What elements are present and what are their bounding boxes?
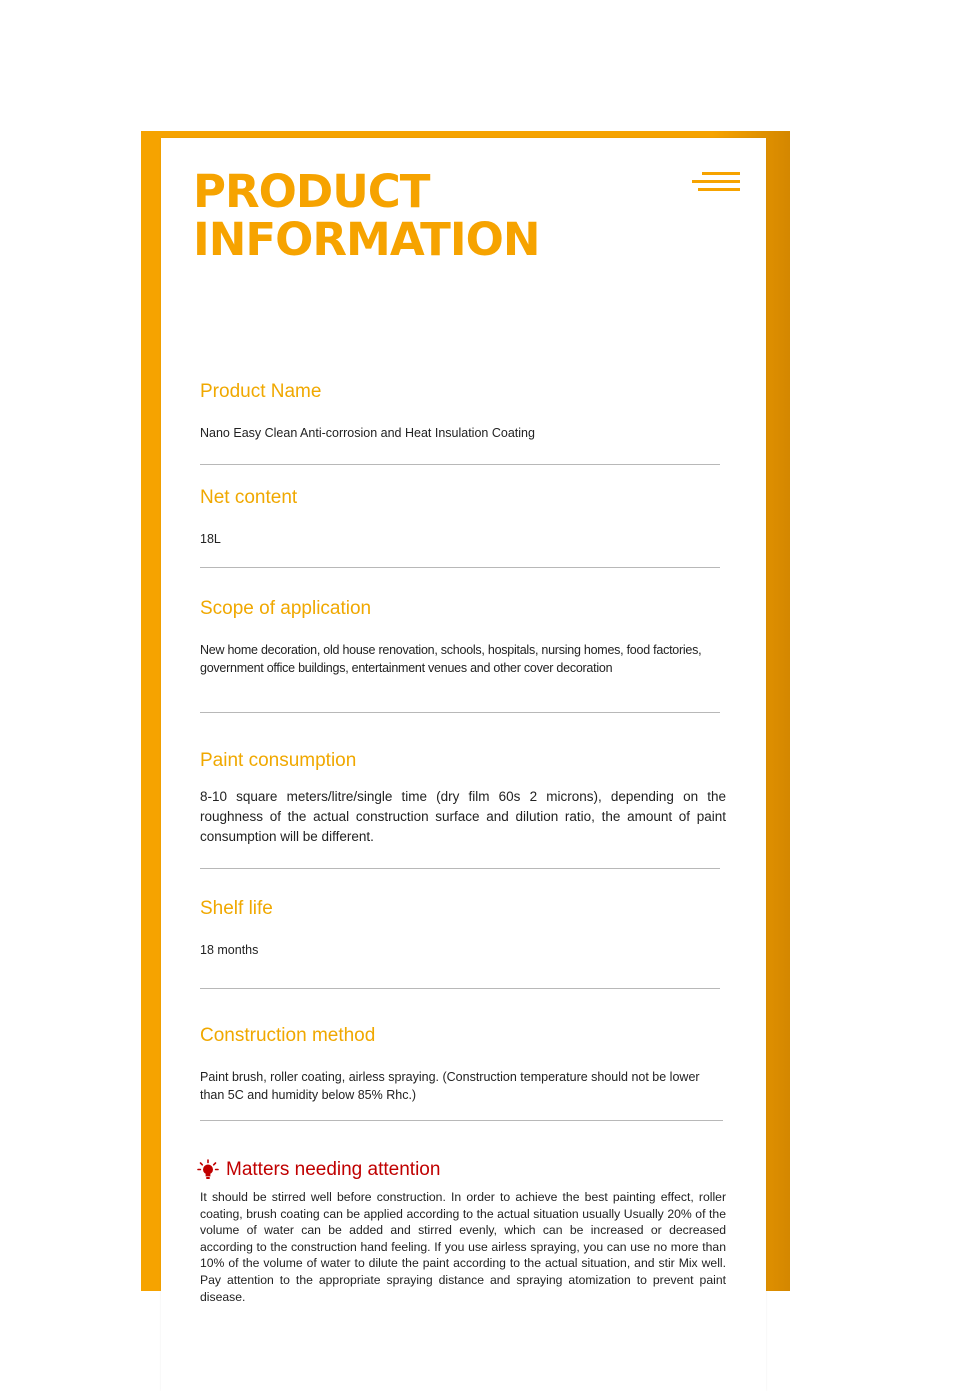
product-name-value: Nano Easy Clean Anti-corrosion and Heat Insulation Coating xyxy=(200,426,535,440)
divider xyxy=(200,464,720,465)
divider xyxy=(200,567,720,568)
lightbulb-icon xyxy=(197,1159,219,1181)
divider xyxy=(200,712,720,713)
attention-heading: Matters needing attention xyxy=(226,1159,441,1180)
attention-text: It should be stirred well before construction. In order to achieve the best painting effect, roller coating, brush coating can be applied according to the actual situation usually Usually 20% of the volume of water can be added and stirred evenly, which can be increased or decreased according to the construction hand feeling. If you use airless spraying, you can use no more than 10% of the volume of water to dilute the paint according to the actual situation, and stir Mix well. Pay attention to the appropriate spraying distance and spraying atomization to prevent paint disease. xyxy=(200,1190,726,1304)
menu-lines-icon[interactable] xyxy=(688,172,740,194)
divider xyxy=(200,868,720,869)
net-content-heading: Net content xyxy=(200,487,298,508)
divider xyxy=(200,988,720,989)
product-name-heading: Product Name xyxy=(200,381,322,402)
scope-heading: Scope of application xyxy=(200,598,372,619)
title-line-1: PRODUCT xyxy=(193,165,430,218)
page-title xyxy=(193,165,613,266)
net-content-value: 18L xyxy=(200,532,221,546)
divider xyxy=(200,1120,723,1121)
construction-method-heading: Construction method xyxy=(200,1025,376,1046)
construction-method-value: Paint brush, roller coating, airless spraying. (Construction temperature should not be lower than 5C and humidity below 85% Rhc.) xyxy=(200,1070,700,1102)
scope-value: New home decoration, old house renovation, schools, hospitals, nursing homes, food factories, government office buildings, entertainment venues and other cover decoration xyxy=(200,643,702,675)
title-line-2: INFORMATION xyxy=(193,213,540,266)
paint-consumption-value: 8-10 square meters/litre/single time (dry film 60s 2 microns), depending on the roughness of the actual construction surface and dilution ratio, the amount of paint consumption will be different. xyxy=(200,789,726,844)
shelf-life-value: 18 months xyxy=(200,943,259,957)
paint-consumption-heading: Paint consumption xyxy=(200,750,357,771)
attention-header xyxy=(197,1158,440,1182)
shelf-life-heading: Shelf life xyxy=(200,898,273,919)
